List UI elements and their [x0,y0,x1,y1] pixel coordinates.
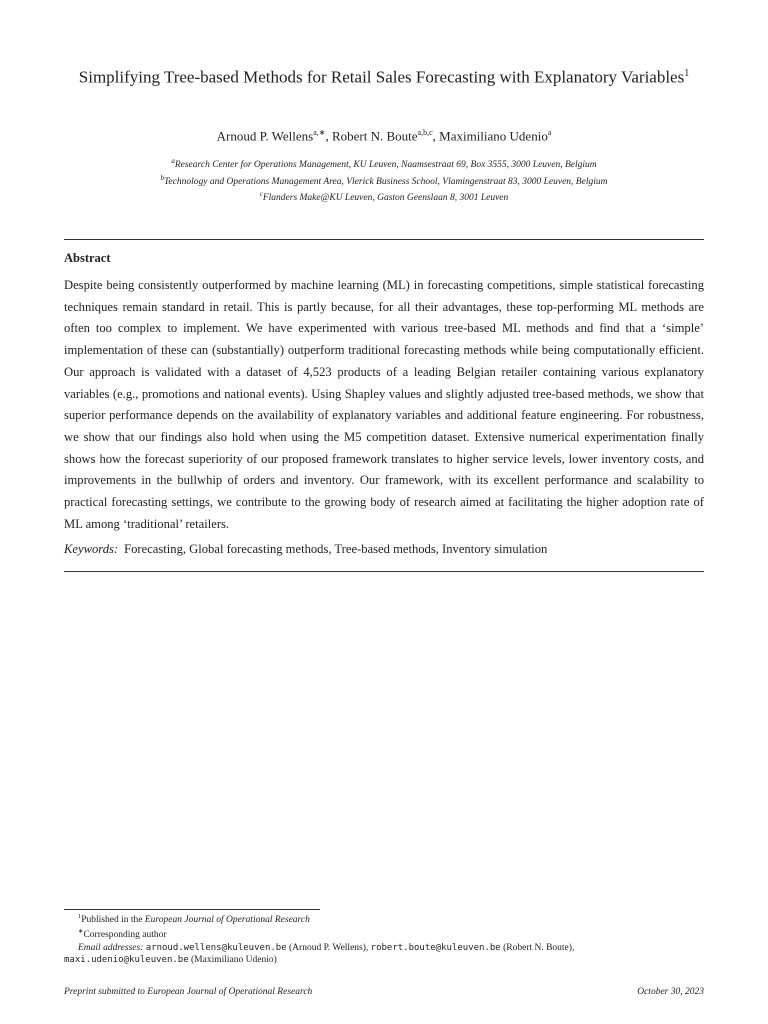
email-owner: (Maximiliano Udenio) [191,955,277,966]
footnotes [64,911,704,967]
title-text: Simplifying Tree-based Methods for Retail Sales Forecasting with Explanatory Variables [78,67,685,87]
affiliation-text: Research Center for Operations Management, KU Leuven, Naamsestraat 69, Box 3555, 3000 Leuven, Belgium [174,160,597,171]
footer-preprint-note: Preprint submitted to European Journal of Operational Research [64,987,313,997]
footnote-corresponding [64,926,704,941]
affiliation [64,155,704,172]
affiliations [64,155,704,205]
author-marks: a,∗ [313,128,326,137]
author-name: Robert N. Boute [331,128,418,144]
footnote-text: Published in the [81,915,145,926]
footnote-mark: 1 [78,913,82,920]
abstract-top-rule [64,239,704,240]
affiliation-text: Flanders Make@KU Leuven, Gaston Geenslaan 8, 3001 Leuven [262,193,509,204]
author-name: Arnoud P. Wellens [216,128,314,144]
author-name: Maximiliano Udenio [439,128,548,144]
footer-date: October 30, 2023 [637,987,704,997]
email-label: Email addresses: [78,942,144,953]
email-link[interactable]: robert.boute@kuleuven.be [370,942,501,953]
abstract-heading: Abstract [64,251,111,265]
affiliation [64,188,704,205]
author-marks: a [547,128,552,137]
footnote-mark: ∗ [78,928,84,936]
keywords-text: Forecasting, Global forecasting methods, Tree-based methods, Inventory simulation [124,542,548,556]
author-marks: a,b,c [417,128,433,137]
email-link[interactable]: maxi.udenio@kuleuven.be [64,955,189,966]
affiliation-mark: b [160,173,165,182]
email-owner: (Arnoud P. Wellens), [289,942,369,953]
affiliation-mark: a [171,157,175,165]
abstract-body: Despite being consistently outperformed by machine learning (ML) in forecasting competitions, simple statistical forecasting techniques remain standard in retail. This is partly because, for all their advantages, these top-performing ML methods are often too complex to implement. We have experimented with various tree-based ML methods and find that a ‘simple’ implementation of these can (substantially) outperform traditional forecasting methods while being computationally efficient. Our approach is validated with a dataset of 4,523 products of a leading Belgian retailer containing various explanatory variables (e.g., promotions and national events). Using Shapley values and slightly adjusted tree-based methods, we show that superior performance depends on the availability of explanatory variables and additional feature engineering. For robustness, we show that our findings also hold when using the M5 competition dataset. Extensive numerical experimentation finally shows how the forecast superiority of our proposed framework translates to higher service levels, lower inventory costs, and improvements in the bullwhip of orders and inventory. Our framework, with its excellent performance and scalability to practical forecasting settings, we contribute to the growing body of research aimed at facilitating the higher adoption rate of ML among ‘traditional’ retailers. [64,278,704,531]
footnote-journal: European Journal of Operational Research [144,915,310,926]
footnote-rule [64,909,320,910]
keywords-label: Keywords: [64,542,119,556]
email-link[interactable]: arnoud.wellens@kuleuven.be [145,942,287,953]
footnote-published [64,911,704,926]
paper-title [64,62,704,89]
abstract-bottom-rule [64,571,704,572]
title-footnote-mark: 1 [684,68,690,79]
footnote-emails-cont [64,954,704,966]
affiliation-mark: c [259,190,263,199]
email-owner: (Robert N. Boute), [503,942,575,953]
footnote-emails [64,942,704,954]
author-list: Arnoud P. Wellens$^{a,∗}$, Robert N. Boute$^{a,b,c}$, Maximiliano Udenio$^a$ [216,128,552,144]
affiliation-text: Technology and Operations Management Area, Vlerick Business School, Vlamingenstraat 83, 3000 Leuven, Belgium [164,176,608,187]
affiliation [64,172,704,189]
keywords [64,542,704,557]
footnote-text: Corresponding author [83,930,167,941]
